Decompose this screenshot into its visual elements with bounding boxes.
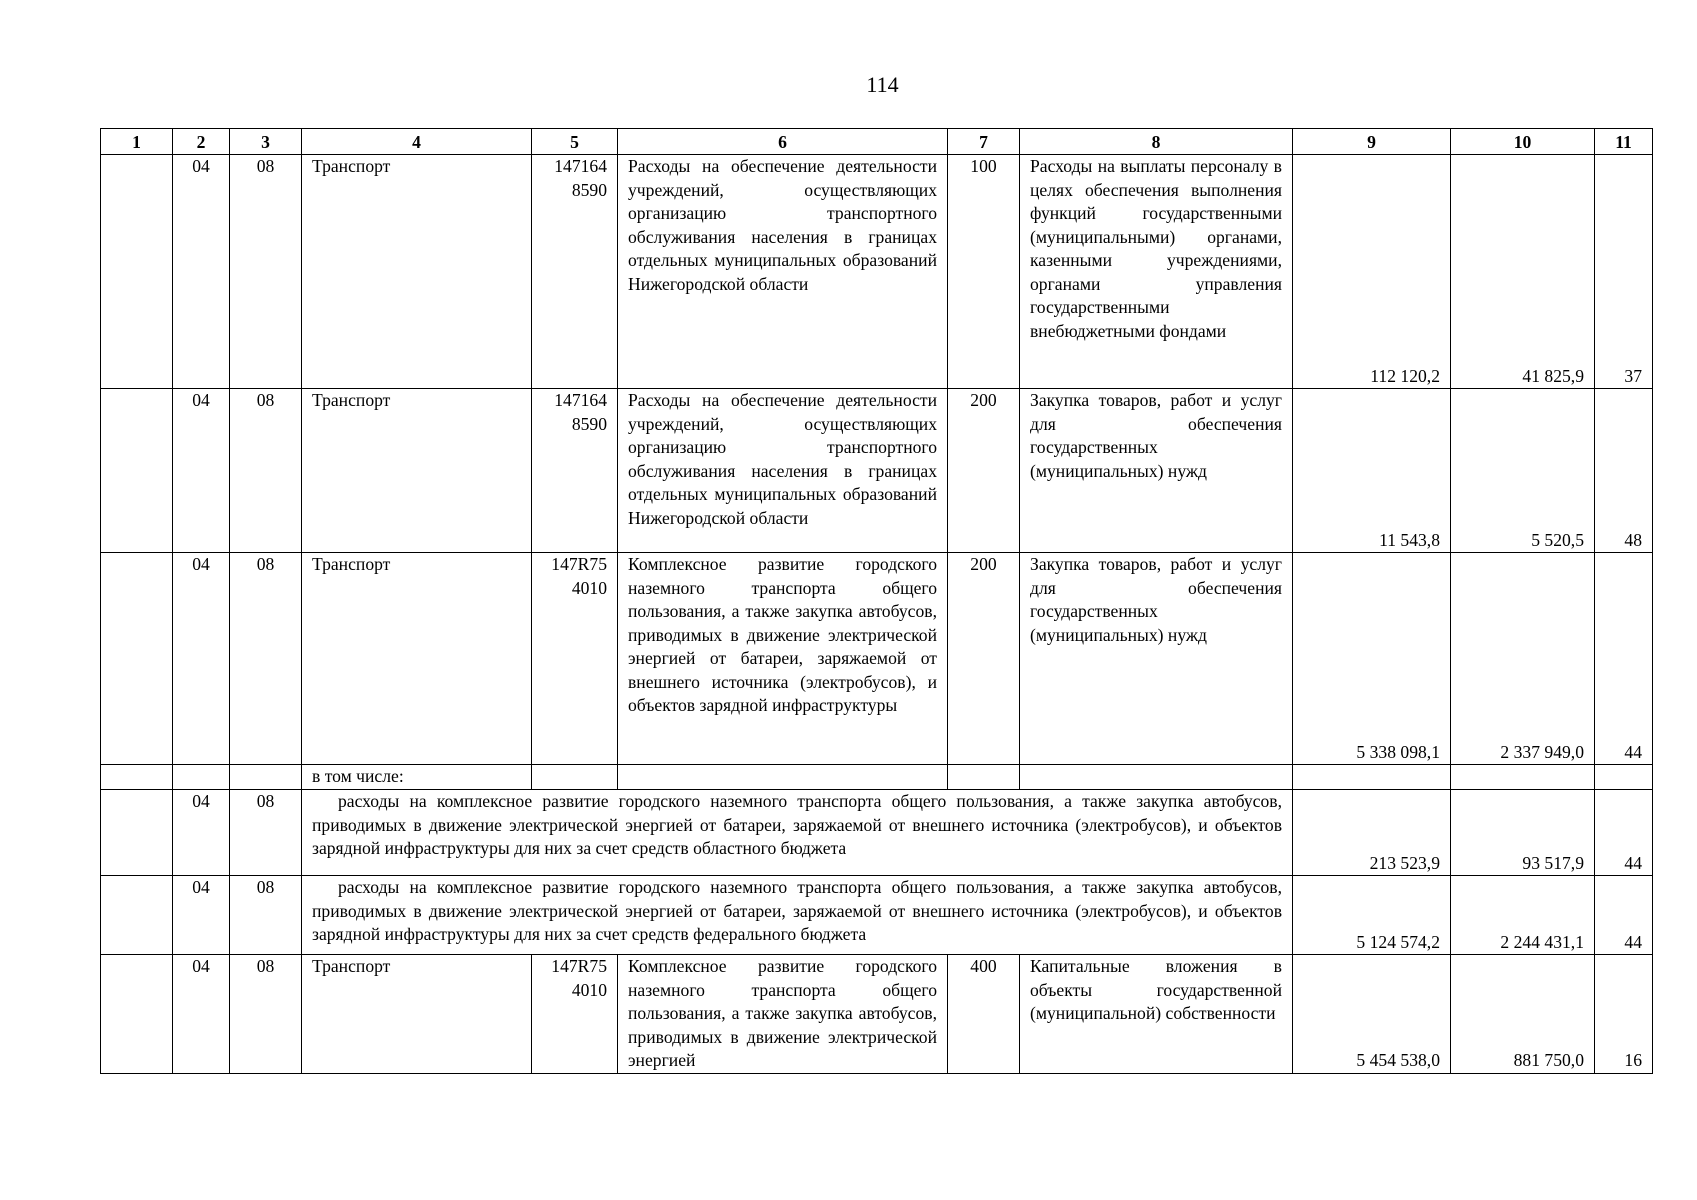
cell-expense-name: Расходы на выплаты персоналу в целях обеспечения выполнения функций государственными (муниципальными) органами, казенными учреждениями, органами управления государственными внебюджетными фондами <box>1020 155 1293 389</box>
cell-target-name: Расходы на обеспечение деятельности учреждений, осуществляющих организацию транспортного обслуживания населения в границах отдельных муниципальных образований Нижегородской области <box>618 389 948 553</box>
table-row <box>101 765 1653 790</box>
cell-target-code: 147R75 4010 <box>532 553 618 765</box>
cell-expense-name: Капитальные вложения в объекты государственной (муниципальной) собственности <box>1020 955 1293 1074</box>
cell-section: 04 <box>173 876 230 955</box>
cell-expense-name: Закупка товаров, работ и услуг для обеспечения государственных (муниципальных) нужд <box>1020 553 1293 765</box>
cell-target-code: 147164 8590 <box>532 155 618 389</box>
cell-expense-code <box>948 765 1020 790</box>
cell-name: Транспорт <box>302 553 532 765</box>
cell-col1 <box>101 553 173 765</box>
cell-target-name: Комплексное развитие городского наземного транспорта общего пользования, а также закупка автобусов, приводимых в движение электрической энергией <box>618 955 948 1074</box>
cell-expense-code: 200 <box>948 389 1020 553</box>
table-row <box>101 955 1653 1074</box>
cell-percent: 44 <box>1595 790 1653 876</box>
budget-table <box>100 128 1653 1074</box>
cell-expense-code: 100 <box>948 155 1020 389</box>
cell-amount-2: 2 244 431,1 <box>1451 876 1595 955</box>
header-cell: 5 <box>532 129 618 155</box>
header-cell: 6 <box>618 129 948 155</box>
cell-amount-1: 11 543,8 <box>1293 389 1451 553</box>
cell-percent <box>1595 765 1653 790</box>
header-cell: 1 <box>101 129 173 155</box>
cell-col1 <box>101 155 173 389</box>
cell-expense-code: 400 <box>948 955 1020 1074</box>
cell-percent: 48 <box>1595 389 1653 553</box>
cell-amount-2: 93 517,9 <box>1451 790 1595 876</box>
cell-subsection: 08 <box>230 876 302 955</box>
cell-subsection <box>230 765 302 790</box>
table-row <box>101 553 1653 765</box>
cell-expense-name: Закупка товаров, работ и услуг для обеспечения государственных (муниципальных) нужд <box>1020 389 1293 553</box>
header-cell: 10 <box>1451 129 1595 155</box>
cell-percent: 16 <box>1595 955 1653 1074</box>
cell-col1 <box>101 876 173 955</box>
cell-target-name <box>618 765 948 790</box>
cell-name: Транспорт <box>302 389 532 553</box>
cell-amount-2 <box>1451 765 1595 790</box>
table-row <box>101 876 1653 955</box>
cell-target-code <box>532 765 618 790</box>
cell-percent: 37 <box>1595 155 1653 389</box>
cell-amount-1: 213 523,9 <box>1293 790 1451 876</box>
cell-section: 04 <box>173 155 230 389</box>
cell-percent: 44 <box>1595 876 1653 955</box>
cell-section: 04 <box>173 955 230 1074</box>
cell-name: Транспорт <box>302 955 532 1074</box>
header-row <box>101 129 1653 155</box>
cell-subsection: 08 <box>230 155 302 389</box>
cell-section: 04 <box>173 790 230 876</box>
table-row <box>101 389 1653 553</box>
cell-target-name: Комплексное развитие городского наземного транспорта общего пользования, а также закупка автобусов, приводимых в движение электрической энергией от батареи, заряжаемой от внешнего источника (электробусов), и объектов зарядной инфраструктуры <box>618 553 948 765</box>
page-number: 114 <box>866 72 899 97</box>
cell-percent: 44 <box>1595 553 1653 765</box>
header-cell: 3 <box>230 129 302 155</box>
cell-section: 04 <box>173 553 230 765</box>
cell-subsection: 08 <box>230 553 302 765</box>
cell-amount-2: 881 750,0 <box>1451 955 1595 1074</box>
header-cell: 9 <box>1293 129 1451 155</box>
cell-target-code: 147R75 4010 <box>532 955 618 1074</box>
cell-amount-2: 41 825,9 <box>1451 155 1595 389</box>
header-cell: 11 <box>1595 129 1653 155</box>
cell-col1 <box>101 389 173 553</box>
cell-amount-1: 5 124 574,2 <box>1293 876 1451 955</box>
header-cell: 2 <box>173 129 230 155</box>
cell-subitem-text: расходы на комплексное развитие городского наземного транспорта общего пользования, а также закупка автобусов, приводимых в движение электрической энергией от батареи, заряжаемой от внешнего источника (электробусов), и объектов зарядной инфраструктуры для них за счет средств федерального бюджета <box>302 876 1293 955</box>
cell-subsection: 08 <box>230 389 302 553</box>
cell-target-name: Расходы на обеспечение деятельности учреждений, осуществляющих организацию транспортного обслуживания населения в границах отдельных муниципальных образований Нижегородской области <box>618 155 948 389</box>
cell-including-label: в том числе: <box>302 765 532 790</box>
cell-amount-1: 5 338 098,1 <box>1293 553 1451 765</box>
header-cell: 4 <box>302 129 532 155</box>
cell-subsection: 08 <box>230 955 302 1074</box>
cell-subsection: 08 <box>230 790 302 876</box>
cell-amount-2: 5 520,5 <box>1451 389 1595 553</box>
cell-subitem-text: расходы на комплексное развитие городского наземного транспорта общего пользования, а также закупка автобусов, приводимых в движение электрической энергией от батареи, заряжаемой от внешнего источника (электробусов), и объектов зарядной инфраструктуры для них за счет средств областного бюджета <box>302 790 1293 876</box>
cell-expense-name <box>1020 765 1293 790</box>
header-cell: 7 <box>948 129 1020 155</box>
cell-section: 04 <box>173 389 230 553</box>
cell-col1 <box>101 955 173 1074</box>
table-row <box>101 155 1653 389</box>
cell-amount-1: 5 454 538,0 <box>1293 955 1451 1074</box>
cell-target-code: 147164 8590 <box>532 389 618 553</box>
cell-amount-2: 2 337 949,0 <box>1451 553 1595 765</box>
cell-section <box>173 765 230 790</box>
table-row <box>101 790 1653 876</box>
cell-name: Транспорт <box>302 155 532 389</box>
cell-col1 <box>101 790 173 876</box>
cell-col1 <box>101 765 173 790</box>
header-cell: 8 <box>1020 129 1293 155</box>
cell-amount-1 <box>1293 765 1451 790</box>
cell-expense-code: 200 <box>948 553 1020 765</box>
cell-amount-1: 112 120,2 <box>1293 155 1451 389</box>
